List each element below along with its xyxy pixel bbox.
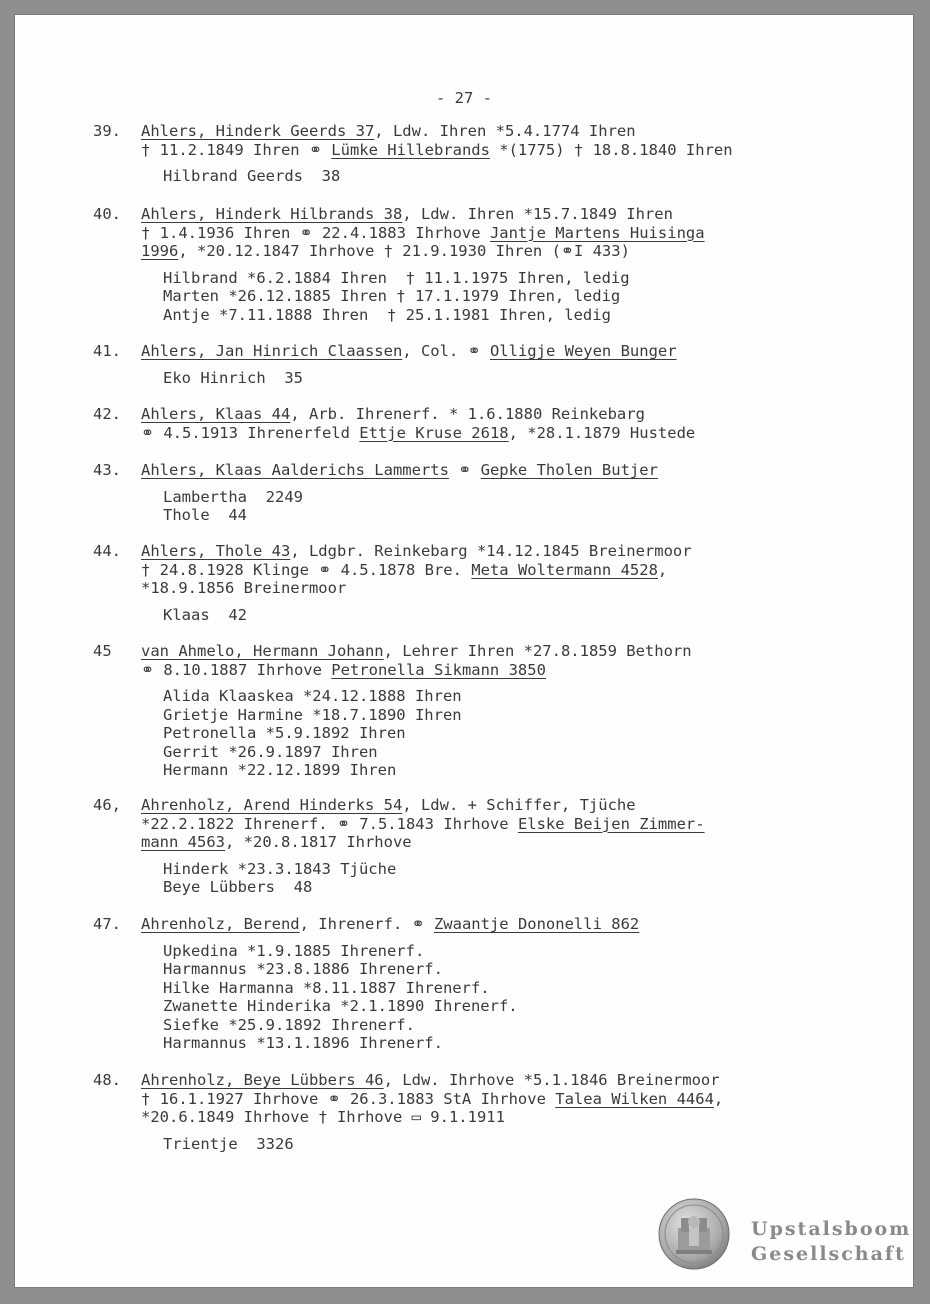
underlined-name: van Ahmelo, Hermann Johann (141, 642, 384, 660)
entry (93, 542, 893, 624)
page-number: - 27 - (436, 89, 492, 107)
entry-number: 39. (93, 122, 121, 140)
brand-line-1: Upstalsboom (751, 1218, 912, 1240)
entry (93, 205, 893, 324)
child-line: Harmannus *13.1.1896 Ihrenerf. (163, 1034, 443, 1052)
entry-number: 44. (93, 542, 121, 560)
entry-text: , (657, 560, 668, 579)
entry-text: *22.2.1822 Ihrenerf. ⚭ 7.5.1843 Ihrhove (141, 814, 518, 833)
entry (93, 642, 893, 780)
underlined-name: Meta Woltermann 4528 (471, 560, 658, 579)
underlined-name: Ettje Kruse 2618 (359, 423, 509, 442)
underlined-name: Lümke Hillebrands (331, 140, 490, 159)
brand-line-2: Gesellschaft (751, 1243, 906, 1265)
underlined-name: Ahlers, Jan Hinrich Claassen (141, 342, 403, 360)
entry-text: , Ldw. Ihrhove *5.1.1846 Breinermoor (383, 1071, 720, 1089)
entry-text: † 16.1.1927 Ihrhove ⚭ 26.3.1883 StA Ihrhove (141, 1089, 556, 1108)
entry-number: 43. (93, 461, 121, 479)
entry-line (93, 1071, 893, 1090)
child-line: Hilke Harmanna *8.11.1887 Ihrenerf. (163, 978, 490, 997)
entry-text: , Col. ⚭ (402, 342, 490, 360)
entry-line (93, 405, 893, 424)
child-line: Hilbrand *6.2.1884 Ihren † 11.1.1975 Ihren, ledig (163, 268, 630, 287)
children-list (93, 269, 893, 325)
underlined-name: Ahlers, Hinderk Geerds 37 (141, 122, 375, 140)
children-list (93, 942, 893, 1053)
child-line: Eko Hinrich 35 (163, 368, 303, 387)
underlined-name: Petronella Sikmann 3850 (331, 660, 546, 679)
underlined-name: mann 4563 (141, 833, 225, 851)
entry-line (93, 1090, 893, 1109)
underlined-name: Ahrenholz, Berend (141, 915, 300, 933)
child-line: Harmannus *23.8.1886 Ihrenerf. (163, 960, 443, 978)
entry (93, 461, 893, 525)
document-body (15, 15, 913, 1287)
entry-number: 48. (93, 1071, 121, 1089)
underlined-name: Talea Wilken 4464 (555, 1089, 714, 1108)
underlined-name: Ahlers, Thole 43 (141, 542, 291, 560)
children-list (93, 369, 893, 388)
entry-text: , Ldgbr. Reinkebarg *14.12.1845 Breinermoor (290, 542, 692, 560)
underlined-name: Elske Beijen Zimmer- (517, 814, 705, 833)
entry-line (93, 815, 893, 834)
child-line: Thole 44 (163, 506, 247, 524)
entry-line (93, 205, 893, 224)
child-line: Upkedina *1.9.1885 Ihrenerf. (163, 941, 425, 960)
entry-line (93, 122, 893, 141)
entry-line (93, 461, 893, 480)
entry (93, 405, 893, 442)
entry-text: ⚭ 8.10.1887 Ihrhove (141, 660, 332, 679)
child-line: Hilbrand Geerds 38 (163, 167, 341, 185)
entry-text: *(1775) † 18.8.1840 Ihren (489, 140, 733, 159)
entry-text: , *20.12.1847 Ihrhove † 21.9.1930 Ihren (⚭I 433) (178, 242, 630, 260)
entry-line (93, 642, 893, 661)
document-page (15, 15, 913, 1287)
child-line: Hermann *22.12.1899 Ihren (163, 761, 397, 779)
child-line: Klaas 42 (163, 605, 247, 624)
entry-line (93, 424, 893, 443)
entry (93, 122, 893, 186)
child-line: Gerrit *26.9.1897 Ihren (163, 742, 378, 761)
child-line: Beye Lübbers 48 (163, 878, 313, 896)
entry-text: , Arb. Ihrenerf. * 1.6.1880 Reinkebarg (290, 405, 645, 423)
entry-line (93, 542, 893, 561)
entry (93, 915, 893, 1053)
entry-number: 45 (93, 642, 112, 660)
entry-text: ⚭ (448, 461, 481, 479)
children-list (93, 167, 893, 186)
entry-line (93, 915, 893, 934)
underlined-name: Ahlers, Hinderk Hilbrands 38 (141, 205, 403, 223)
underlined-name: 1996 (141, 242, 179, 260)
entry-number: 47. (93, 915, 121, 933)
entry-text: , *20.8.1817 Ihrhove (225, 833, 412, 851)
child-line: Hinderk *23.3.1843 Tjüche (163, 859, 397, 878)
underlined-name: Ahrenholz, Beye Lübbers 46 (141, 1071, 384, 1089)
child-line: Grietje Harmine *18.7.1890 Ihren (163, 705, 462, 724)
entry-line (93, 796, 893, 815)
underlined-name: Jantje Martens Huisinga (489, 223, 705, 242)
underlined-name: Ahrenholz, Arend Hinderks 54 (141, 796, 403, 814)
entry-number: 42. (93, 405, 121, 423)
entry-line (93, 242, 893, 261)
entry-line (93, 833, 893, 852)
underlined-name: Gepke Tholen Butjer (480, 461, 658, 479)
child-line: Trientje 3326 (163, 1134, 294, 1153)
entry-text: , *28.1.1879 Hustede (508, 423, 696, 442)
entry-text: , Ldw. Ihren *15.7.1849 Ihren (402, 205, 673, 223)
entry-line (93, 1108, 893, 1127)
entry-line (93, 342, 893, 361)
entry (93, 342, 893, 387)
entry-number: 46, (93, 796, 121, 814)
child-line: Lambertha 2249 (163, 487, 303, 506)
entry-line (93, 661, 893, 680)
entry-text: † 11.2.1849 Ihren ⚭ (141, 140, 332, 159)
entry-text: ⚭ 4.5.1913 Ihrenerfeld (141, 423, 360, 442)
upstalsboom-seal-icon (658, 1198, 730, 1270)
entry-line (93, 224, 893, 243)
children-list (93, 606, 893, 625)
underlined-name: Olligje Weyen Bunger (489, 342, 677, 360)
children-list (93, 488, 893, 525)
entry-text: , Lehrer Ihren *27.8.1859 Bethorn (383, 642, 692, 660)
underlined-name: Ahlers, Klaas 44 (141, 405, 291, 423)
child-line: Siefke *25.9.1892 Ihrenerf. (163, 1015, 415, 1034)
children-list (93, 1135, 893, 1154)
child-line: Petronella *5.9.1892 Ihren (163, 724, 406, 742)
entry-text: † 1.4.1936 Ihren ⚭ 22.4.1883 Ihrhove (141, 223, 490, 242)
entry-line (93, 141, 893, 160)
underlined-name: Ahlers, Klaas Aalderichs Lammerts (141, 461, 449, 479)
child-line: Antje *7.11.1888 Ihren † 25.1.1981 Ihren, ledig (163, 305, 611, 324)
entry-text: *20.6.1849 Ihrhove † Ihrhove ▭ 9.1.1911 (141, 1108, 505, 1126)
entry (93, 1071, 893, 1153)
child-line: Alida Klaaskea *24.12.1888 Ihren (163, 687, 462, 705)
children-list (93, 687, 893, 780)
entry-text: , Ldw. Ihren *5.4.1774 Ihren (374, 122, 636, 140)
entry-number: 41. (93, 342, 121, 360)
entry (93, 796, 893, 897)
underlined-name: Zwaantje Dononelli 862 (433, 915, 640, 933)
child-line: Marten *26.12.1885 Ihren † 17.1.1979 Ihren, ledig (163, 287, 621, 305)
child-line: Zwanette Hinderika *2.1.1890 Ihrenerf. (163, 997, 518, 1015)
entry-text: *18.9.1856 Breinermoor (141, 579, 347, 597)
entry-number: 40. (93, 205, 121, 223)
entry-text: , Ihrenerf. ⚭ (299, 915, 434, 933)
entry-text: , Ldw. + Schiffer, Tjüche (402, 796, 636, 814)
entry-line (93, 579, 893, 598)
entry-text: † 24.8.1928 Klinge ⚭ 4.5.1878 Bre. (141, 560, 472, 579)
entry-line (93, 561, 893, 580)
brand-wordmark (751, 1217, 911, 1267)
entry-text: , (713, 1089, 724, 1108)
children-list (93, 860, 893, 897)
